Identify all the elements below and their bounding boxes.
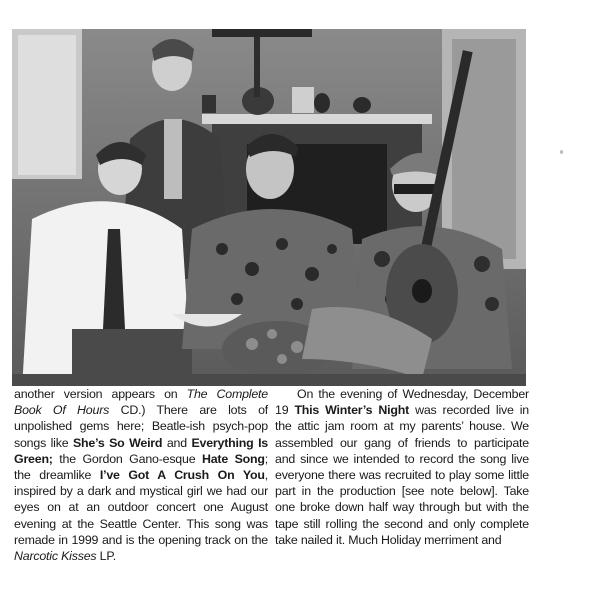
column-right xyxy=(275,386,529,548)
text-span: was recorded live in the attic jam room at my parents’ house. We assembled our gang of friends to participate and since we intended to record the song live everyone there was recruited to play some little part in the production [see note below]. Take one broke down half way through but with the tape still rolling the second and only complete take nailed it. Much Holiday merriment and xyxy=(275,403,529,547)
text-span: and xyxy=(162,435,192,450)
album-title: Narcotic Kisses xyxy=(14,549,97,564)
band-photo xyxy=(12,29,526,386)
song-title: This Winter’s Night xyxy=(294,403,410,418)
song-title: Hate Song xyxy=(201,451,265,466)
text-span: ; the dreamlike xyxy=(14,451,268,483)
scan-speck xyxy=(560,150,563,154)
text-span: On the evening of Wednesday, December 19 xyxy=(275,387,529,418)
song-title: She’s So Weird xyxy=(72,435,163,450)
song-title: Everything Is Green; xyxy=(14,435,269,466)
text-span: CD.) There are lots of unpolished gems here; Beatle-ish psych-pop songs like xyxy=(14,403,268,450)
text-span: the Gordon Gano-esque xyxy=(52,451,202,466)
text-span: , inspired by a dark and mystical girl we had our eyes on at an outdoor concert one August evening at the Seattle Center. This song was remade in 1999 and is the opening track on the xyxy=(14,468,268,547)
column-left xyxy=(14,386,268,564)
album-title: The Complete Book Of Hours xyxy=(14,387,268,418)
paragraph-right xyxy=(275,386,529,548)
text-span: LP. xyxy=(96,549,117,564)
paragraph-left xyxy=(14,386,268,564)
song-title: I’ve Got A Crush On You xyxy=(99,468,265,483)
band-photo-icon xyxy=(12,29,526,386)
text-span: another version appears on xyxy=(14,387,187,401)
